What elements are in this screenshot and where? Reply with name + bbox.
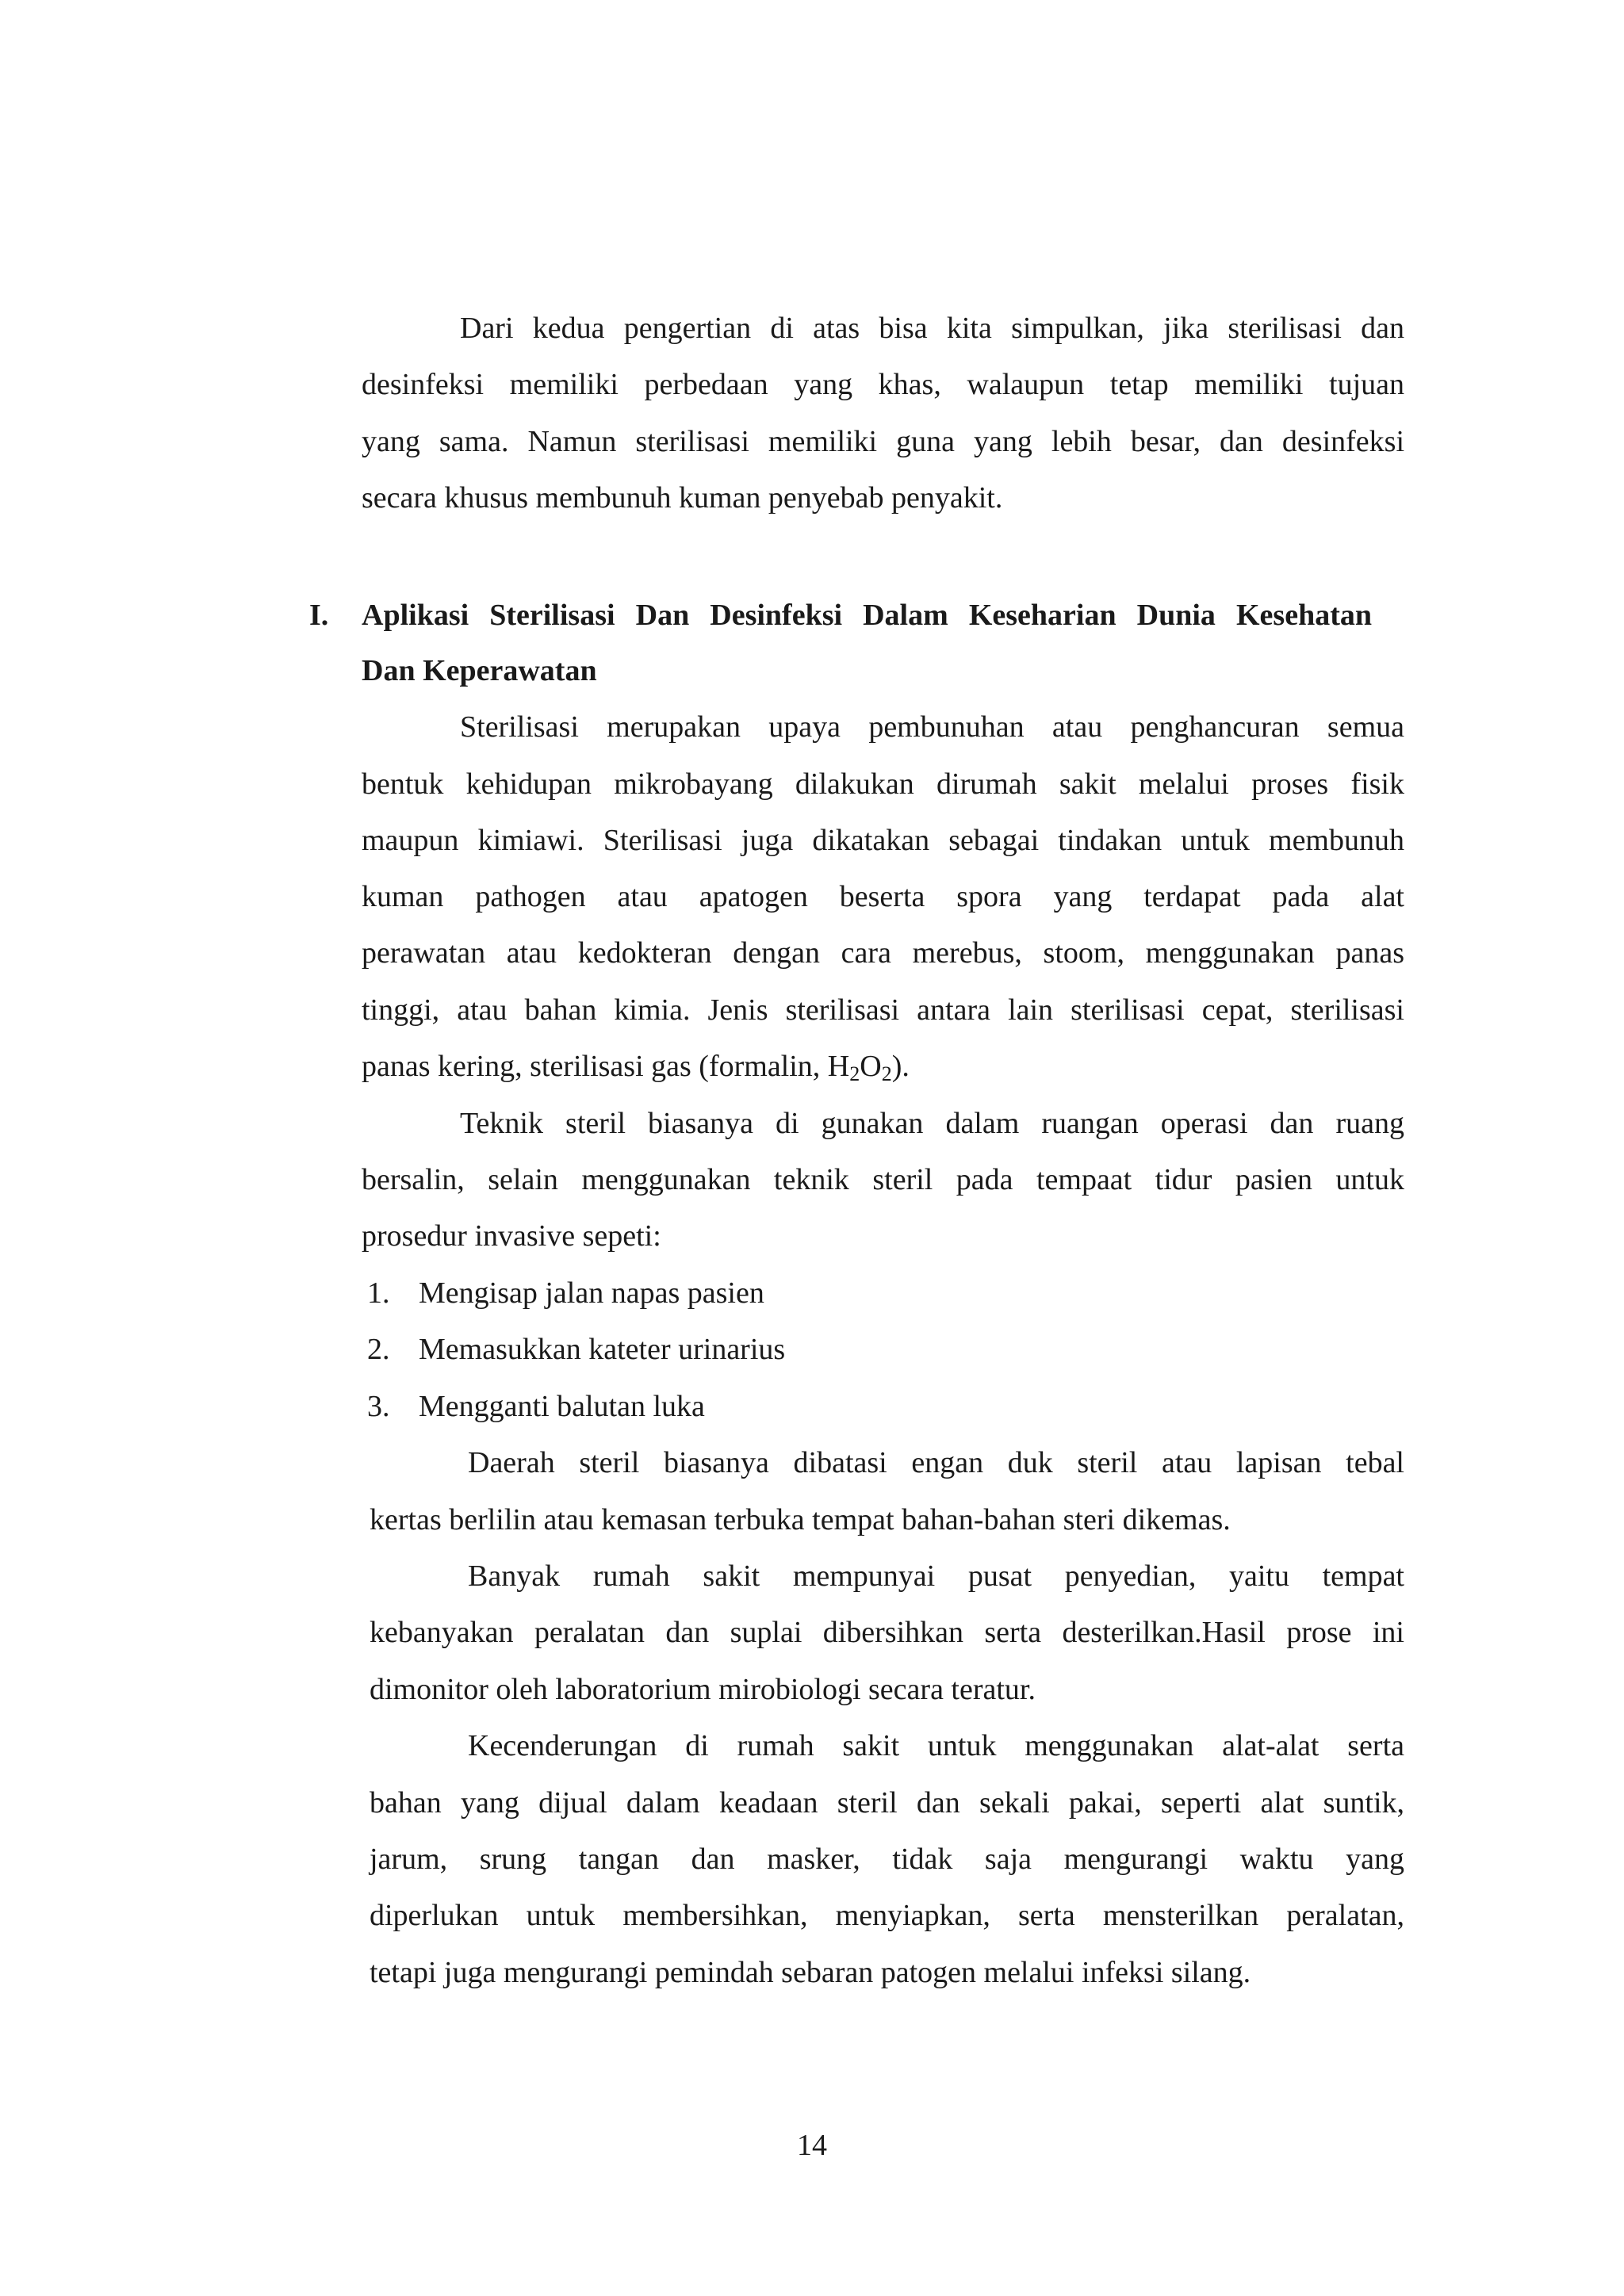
teknik-line-3: prosedur invasive sepeti:	[362, 1219, 661, 1253]
list-item-number: 1.	[367, 1276, 390, 1310]
kecenderungan-line-5: tetapi juga mengurangi pemindah sebaran patogen melalui infeksi silang.	[370, 1956, 1251, 1989]
daerah-line-2: kertas berlilin atau kemasan terbuka tempat bahan-bahan steri dikemas.	[370, 1503, 1231, 1536]
subscript-2: 2	[881, 1062, 892, 1085]
banyak-line-2: kebanyakan peralatan dan suplai dibersihkan serta desterilkan.Hasil prose ini	[370, 1616, 1404, 1649]
sterilisasi-line-7	[362, 1047, 910, 1085]
daerah-line-1: Daerah steril biasanya dibatasi engan duk steril atau lapisan tebal	[468, 1446, 1404, 1479]
sterilisasi-line-6: tinggi, atau bahan kimia. Jenis sterilisasi antara lain sterilisasi cepat, sterilisasi	[362, 993, 1404, 1027]
page-number: 14	[797, 2129, 827, 2162]
sterilisasi-line-5: perawatan atau kedokteran dengan cara merebus, stoom, menggunakan panas	[362, 936, 1404, 970]
kecenderungan-line-4: diperlukan untuk membersihkan, menyiapkan, serta mensterilkan peralatan,	[370, 1899, 1404, 1932]
list-item-number: 2.	[367, 1333, 390, 1366]
intro-line-4: secara khusus membunuh kuman penyebab penyakit.	[362, 481, 1003, 515]
subscript-2: 2	[849, 1062, 860, 1085]
section-number: I.	[309, 599, 329, 632]
list-item-text: Mengganti balutan luka	[419, 1390, 705, 1423]
sterilisasi-line-1: Sterilisasi merupakan upaya pembunuhan atau penghancuran semua	[460, 710, 1404, 744]
oxygen-symbol: O	[860, 1050, 882, 1083]
banyak-line-3: dimonitor oleh laboratorium mirobiologi secara teratur.	[370, 1673, 1036, 1706]
list-item-text: Mengisap jalan napas pasien	[419, 1276, 764, 1310]
intro-line-3: yang sama. Namun sterilisasi memiliki guna yang lebih besar, dan desinfeksi	[362, 425, 1404, 458]
teknik-line-2: bersalin, selain menggunakan teknik steril pada tempaat tidur pasien untuk	[362, 1163, 1404, 1196]
list-item-number: 3.	[367, 1390, 390, 1423]
sterilisasi-line-3: maupun kimiawi. Sterilisasi juga dikatakan sebagai tindakan untuk membunuh	[362, 824, 1404, 857]
sterilisasi-line-2: bentuk kehidupan mikrobayang dilakukan dirumah sakit melalui proses fisik	[362, 767, 1404, 801]
teknik-line-1: Teknik steril biasanya di gunakan dalam ruangan operasi dan ruang	[460, 1107, 1404, 1140]
kecenderungan-line-3: jarum, srung tangan dan masker, tidak saja mengurangi waktu yang	[370, 1843, 1404, 1876]
sterilisasi-line-4: kuman pathogen atau apatogen beserta spora yang terdapat pada alat	[362, 880, 1404, 913]
kecenderungan-line-1: Kecenderungan di rumah sakit untuk menggunakan alat-alat serta	[468, 1729, 1404, 1762]
kecenderungan-line-2: bahan yang dijual dalam keadaan steril dan sekali pakai, seperti alat suntik,	[370, 1786, 1404, 1820]
sterilisasi-line-7-suffix: ).	[891, 1050, 910, 1083]
intro-line-2: desinfeksi memiliki perbedaan yang khas, walaupun tetap memiliki tujuan	[362, 368, 1404, 401]
list-item-text: Memasukkan kateter urinarius	[419, 1333, 786, 1366]
sterilisasi-line-7-prefix: panas kering, sterilisasi gas (formalin, H	[362, 1050, 850, 1083]
intro-line-1: Dari kedua pengertian di atas bisa kita simpulkan, jika sterilisasi dan	[460, 312, 1404, 345]
banyak-line-1: Banyak rumah sakit mempunyai pusat penyedian, yaitu tempat	[468, 1559, 1404, 1593]
section-title-line-1: Aplikasi Sterilisasi Dan Desinfeksi Dalam Keseharian Dunia Kesehatan	[362, 599, 1372, 632]
section-title-line-2: Dan Keperawatan	[362, 654, 597, 687]
